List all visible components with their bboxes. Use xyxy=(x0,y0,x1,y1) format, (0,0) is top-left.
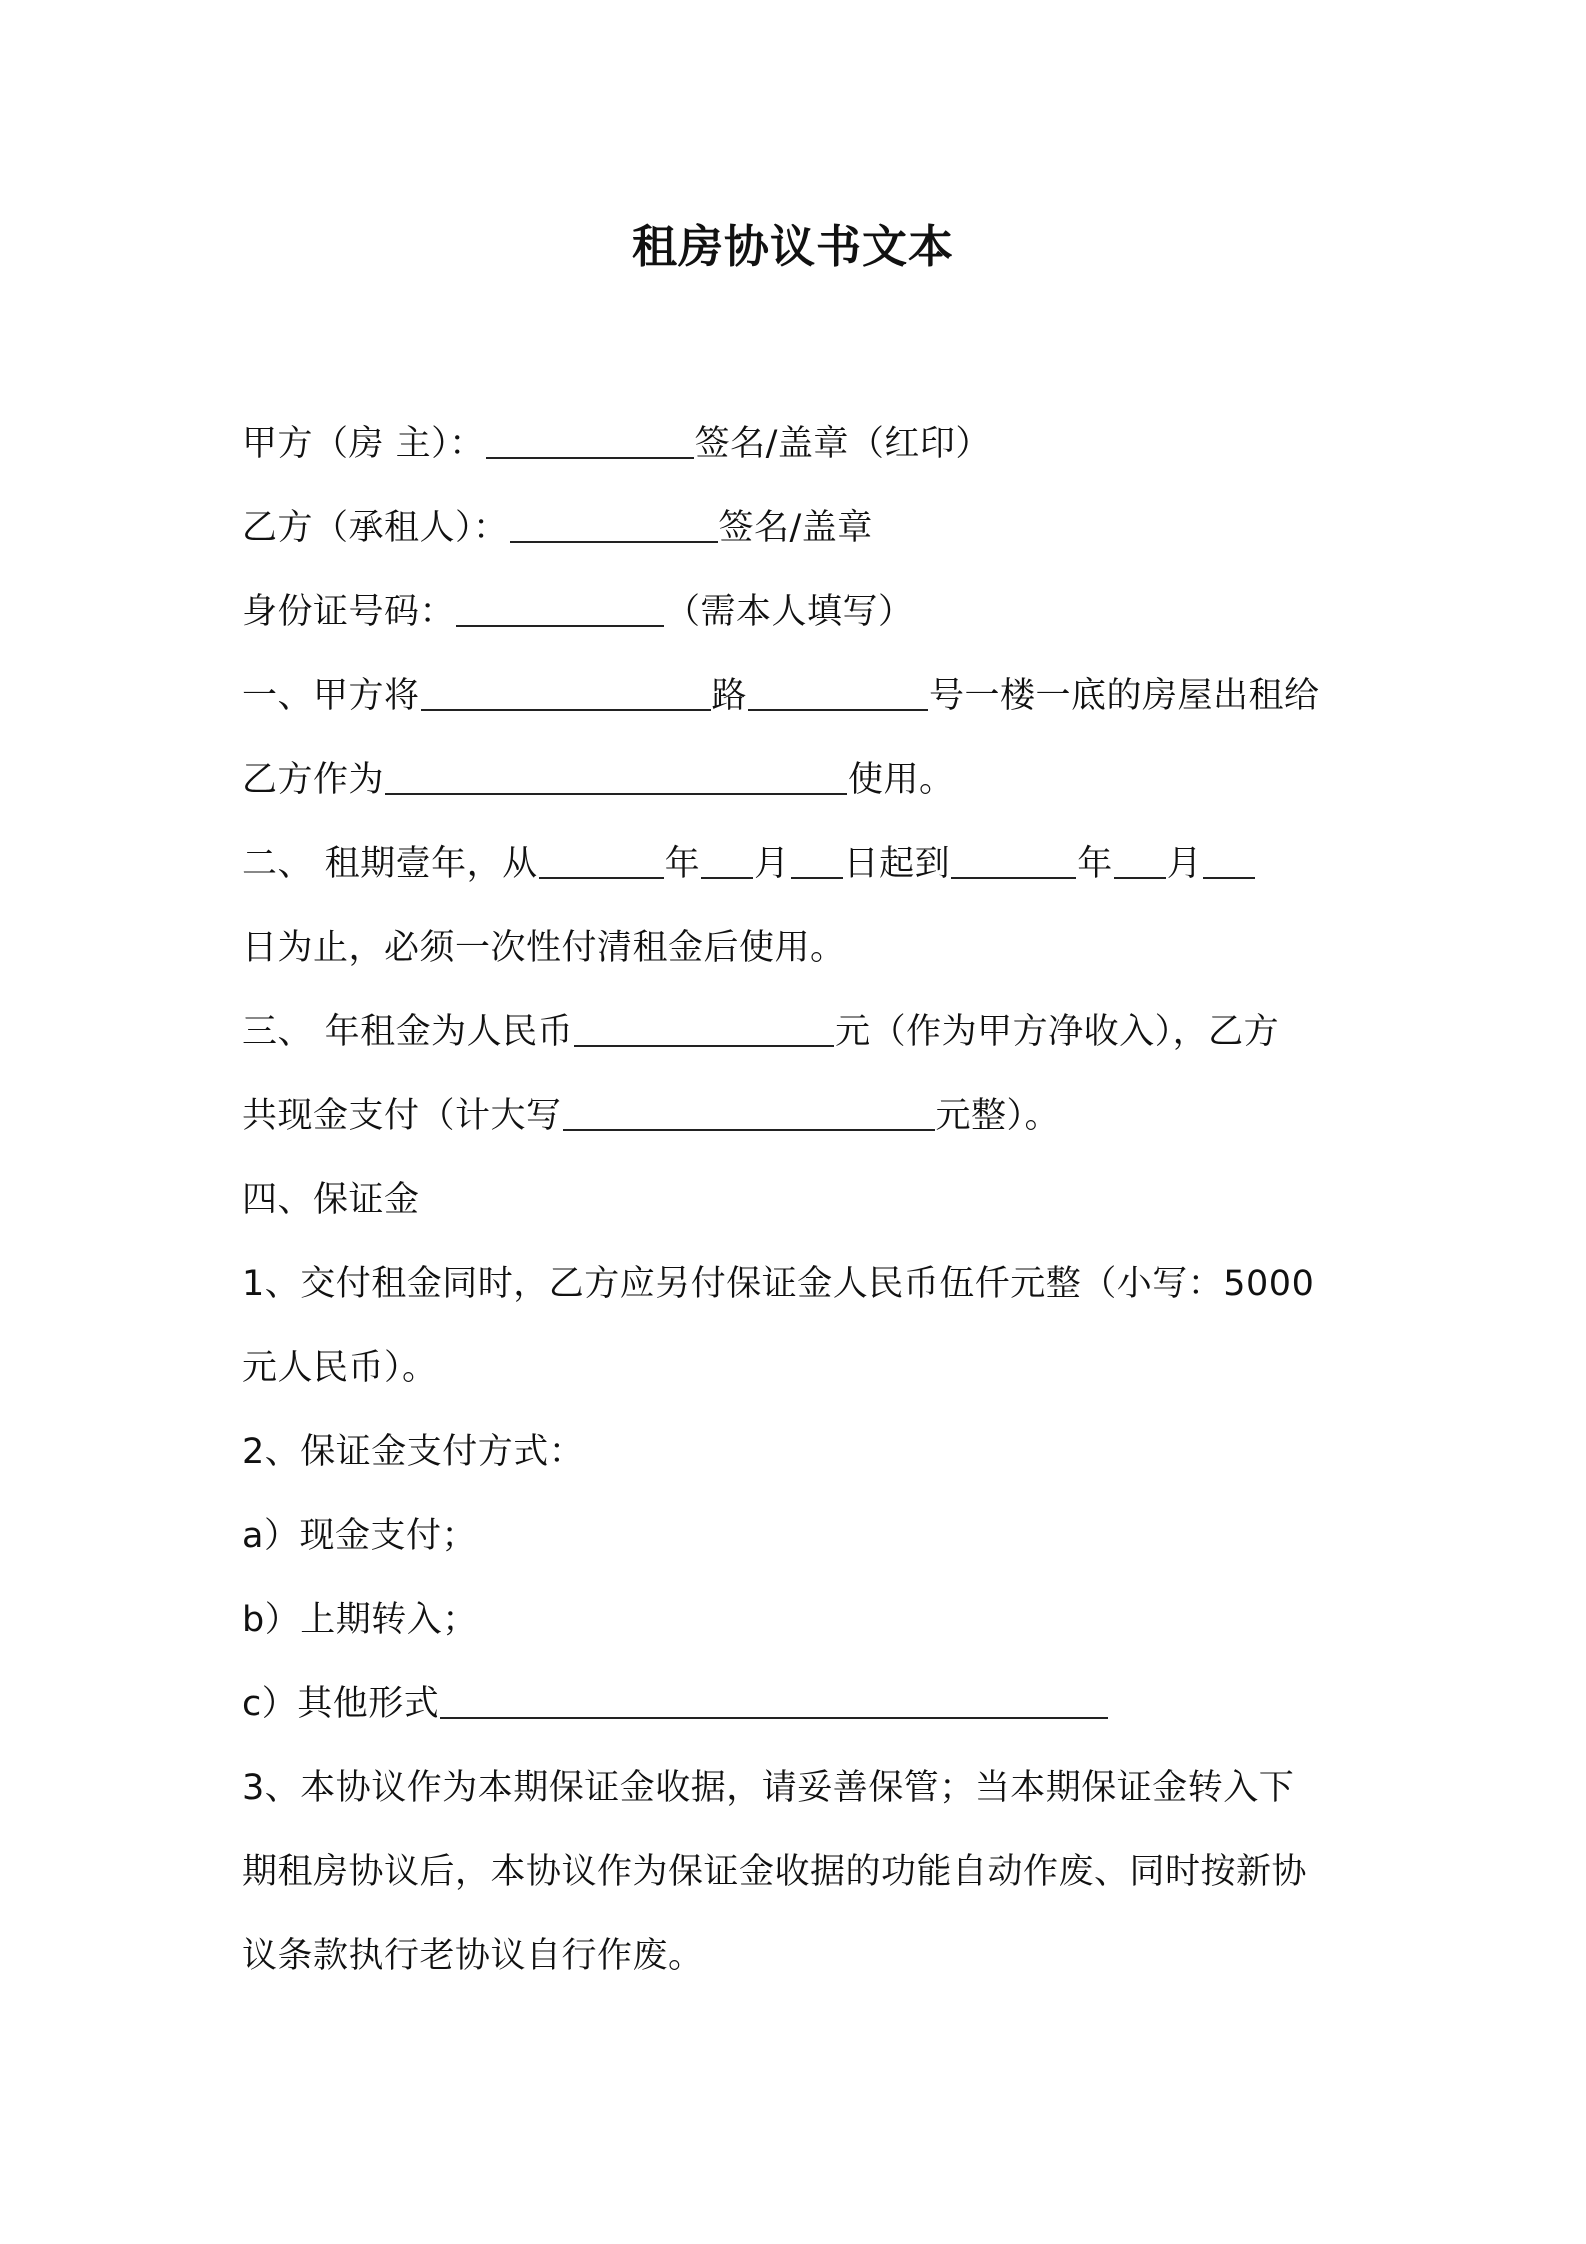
end-day-blank[interactable] xyxy=(1203,841,1255,879)
start-month-blank[interactable] xyxy=(701,841,753,879)
id-number-blank[interactable] xyxy=(456,589,664,627)
deposit-item-2: 2、保证金支付方式： xyxy=(242,1432,585,1472)
tenant-line: 乙方（承租人）： 签名/盖章 xyxy=(242,486,1362,570)
deposit-option-a: a）现金支付； xyxy=(242,1516,477,1556)
clause-2-line-1: 二、 租期壹年，从 年 月 日起到 年 月 xyxy=(242,822,1362,906)
id-number-line: 身份证号码： （需本人填写） xyxy=(242,570,1362,654)
deposit-item-1-line-2: 元人民币）。 xyxy=(242,1348,438,1388)
deposit-option-b: b）上期转入； xyxy=(242,1600,478,1640)
house-number-blank[interactable] xyxy=(748,673,928,711)
clause-4-heading: 四、保证金 xyxy=(242,1180,420,1220)
deposit-item-3-line-2: 期租房协议后，本协议作为保证金收据的功能自动作废、同时按新协 xyxy=(242,1852,1308,1892)
start-year-blank[interactable] xyxy=(539,841,664,879)
deposit-item-3-line-1: 3、本协议作为本期保证金收据，请妥善保管；当本期保证金转入下 xyxy=(242,1768,1295,1808)
document-body xyxy=(242,402,1362,1998)
other-form-blank[interactable] xyxy=(440,1681,1108,1719)
deposit-item-3-line-3: 议条款执行老协议自行作废。 xyxy=(242,1936,704,1976)
end-month-blank[interactable] xyxy=(1114,841,1166,879)
clause-1-line-1: 一、甲方将 路 号一楼一底的房屋出租给 xyxy=(242,654,1362,738)
clause-3-line-2: 共现金支付（计大写 元整）。 xyxy=(242,1074,1362,1158)
tenant-name-blank[interactable] xyxy=(510,505,718,543)
landlord-name-blank[interactable] xyxy=(486,421,694,459)
clause-2-line-2: 日为止，必须一次性付清租金后使用。 xyxy=(242,928,846,968)
start-day-blank[interactable] xyxy=(791,841,843,879)
deposit-option-c: c）其他形式 xyxy=(242,1662,1362,1746)
end-year-blank[interactable] xyxy=(951,841,1076,879)
clause-1-line-2: 乙方作为 使用。 xyxy=(242,738,1362,822)
landlord-line: 甲方（房 主）： 签名/盖章（红印） xyxy=(242,402,1362,486)
document-title: 租房协议书文本 xyxy=(631,220,954,273)
usage-blank[interactable] xyxy=(385,757,847,795)
rent-in-words-blank[interactable] xyxy=(563,1093,935,1131)
annual-rent-blank[interactable] xyxy=(574,1009,834,1047)
road-blank[interactable] xyxy=(421,673,711,711)
clause-3-line-1: 三、 年租金为人民币 元（作为甲方净收入），乙方 xyxy=(242,990,1362,1074)
deposit-item-1-line-1: 1、交付租金同时，乙方应另付保证金人民币伍仟元整（小写：5000 xyxy=(242,1264,1315,1304)
